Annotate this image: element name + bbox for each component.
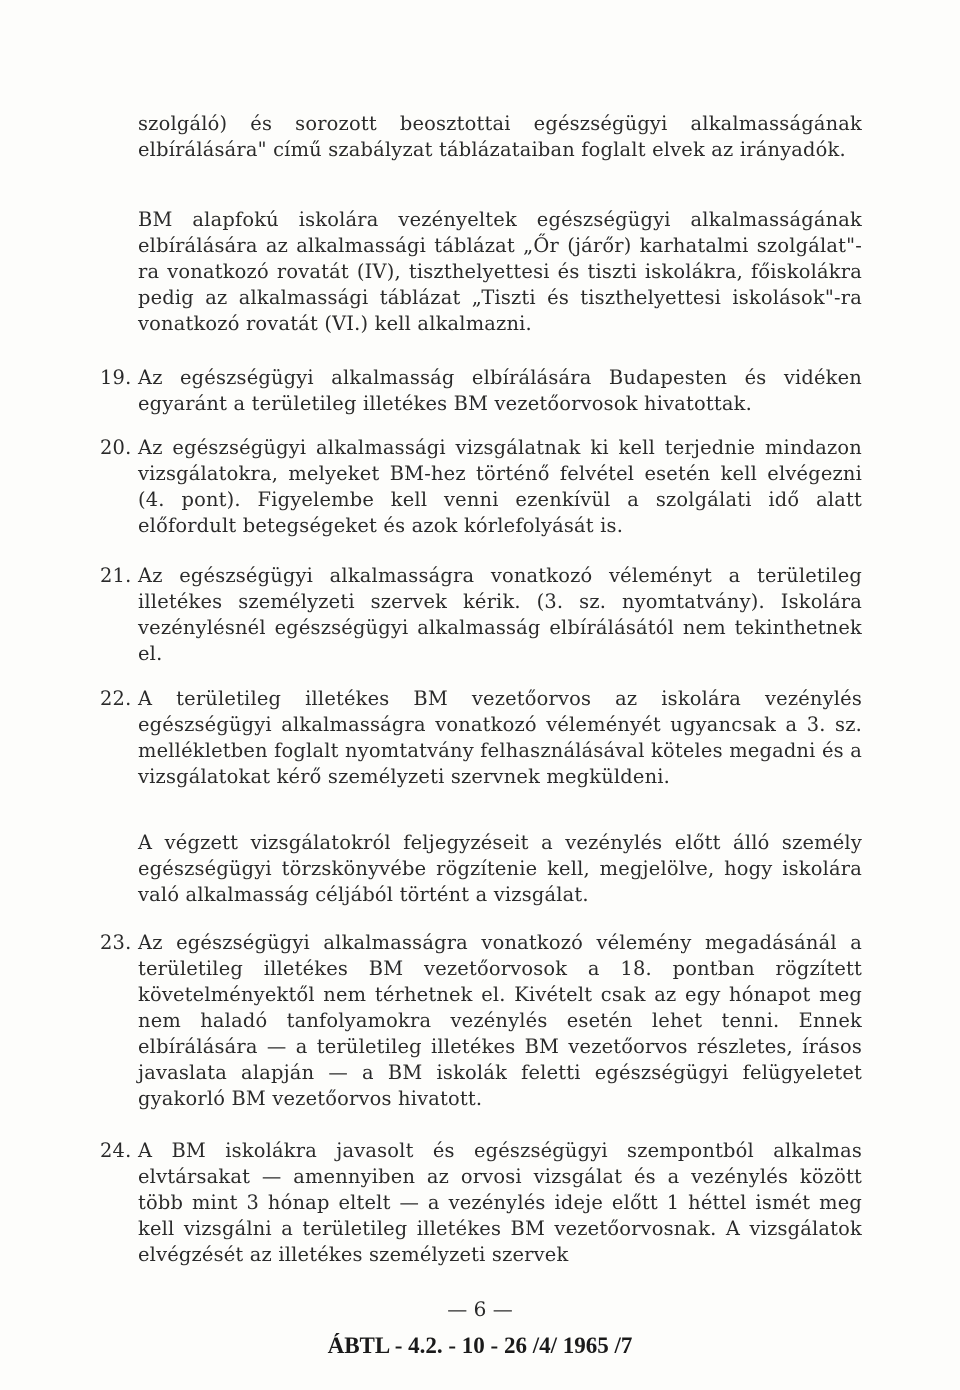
numbered-item-20 (100, 435, 862, 539)
numbered-item-23 (100, 930, 862, 1112)
item-text: Az egészségügyi alkalmasságra vonatkozó vélemény megadásánál a területileg illetékes BM vezetőorvosok a 18. pontban rögzített követelményektől nem térhetnek el. Kivételt csak az egy hónapot meg nem haladó tanfolyamokra vezénylés esetén lehet tenni. Ennek elbírálására — a területileg illetékes BM vezetőorvos részletes, írásos javaslata alapján — a BM iskolák feletti egészségügyi felügyeletet gyakorló BM vezetőorvos hivatott. (138, 931, 862, 1110)
numbered-item-21 (100, 563, 862, 667)
item-text: A területileg illetékes BM vezetőorvos az iskolára vezénylés egészségügyi alkalmasságra vonatkozó véleményét ugyancsak a 3. sz. mellékletben foglalt nyomtatvány felhasználásával köteles megadni és a vizsgálatokat kérő személyzeti szervnek megküldeni. (138, 687, 862, 788)
numbered-item-22 (100, 686, 862, 790)
item-text: Az egészségügyi alkalmasságra vonatkozó véleményt a területileg illetékes személyzeti szervek kérik. (3. sz. nyomtatvány). Iskolára vezénylésnél egészségügyi alkalmasság elbírálásától nem tekinthetnek el. (138, 564, 862, 665)
item-number: 24. (100, 1139, 132, 1162)
item-text: Az egészségügyi alkalmasság elbírálására Budapesten és vidéken egyaránt a területileg illetékes BM vezetőorvosok hivatottak. (138, 366, 862, 415)
paragraph-item-22-continuation: A végzett vizsgálatokról feljegyzéseit a vezénylés előtt álló személy egészségügyi törzskönyvébe rögzítenie kell, megjelölve, hogy iskolára való alkalmasság céljából történt a vizsgálat. (138, 831, 862, 906)
paragraph-school-assignment: BM alapfokú iskolára vezényeltek egészségügyi alkalmasságának elbírálására az alkalmassági táblázat „Őr (járőr) karhatalmi szolgálat"-ra vonatkozó rovatát (IV), tiszthelyettesi és tiszti iskolákra, főiskolákra pedig az alkalmassági táblázat „Tiszti és tiszthelyettesi iskolások"-ra vonatkozó rovatát (VI.) kell alkalmazni. (138, 208, 862, 335)
page-number: — 6 — (447, 1297, 513, 1321)
item-number: 20. (100, 436, 132, 459)
item-number: 22. (100, 687, 132, 710)
archive-reference: ÁBTL - 4.2. - 10 - 26 /4/ 1965 /7 (327, 1333, 633, 1358)
item-number: 21. (100, 564, 132, 587)
item-number: 19. (100, 366, 132, 389)
numbered-item-24 (100, 1138, 862, 1268)
item-text: Az egészségügyi alkalmassági vizsgálatnak ki kell terjednie mindazon vizsgálatokra, melyeket BM-hez történő felvétel esetén kell elvégezni (4. pont). Figyelembe kell venni ezenkívül a szolgálati idő alatt előfordult betegségeket és azok kórlefolyását is. (138, 436, 862, 537)
paragraph-intro-continuation: szolgáló) és sorozott beosztottai egészségügyi alkalmasságának elbírálására" című szabályzat táblázataiban foglalt elvek az irányadók. (138, 112, 862, 161)
numbered-item-19 (100, 365, 862, 417)
item-text: A BM iskolákra javasolt és egészségügyi szempontból alkalmas elvtársakat — amennyiben az orvosi vizsgálat és a vezénylés között több mint 3 hónap eltelt — a vezénylés ideje előtt 1 héttel ismét meg kell vizsgálni a területileg illetékes BM vezetőorvosnak. A vizsgálatok elvégzését az illetékes személyzeti szervek (138, 1139, 862, 1266)
item-number: 23. (100, 931, 132, 954)
